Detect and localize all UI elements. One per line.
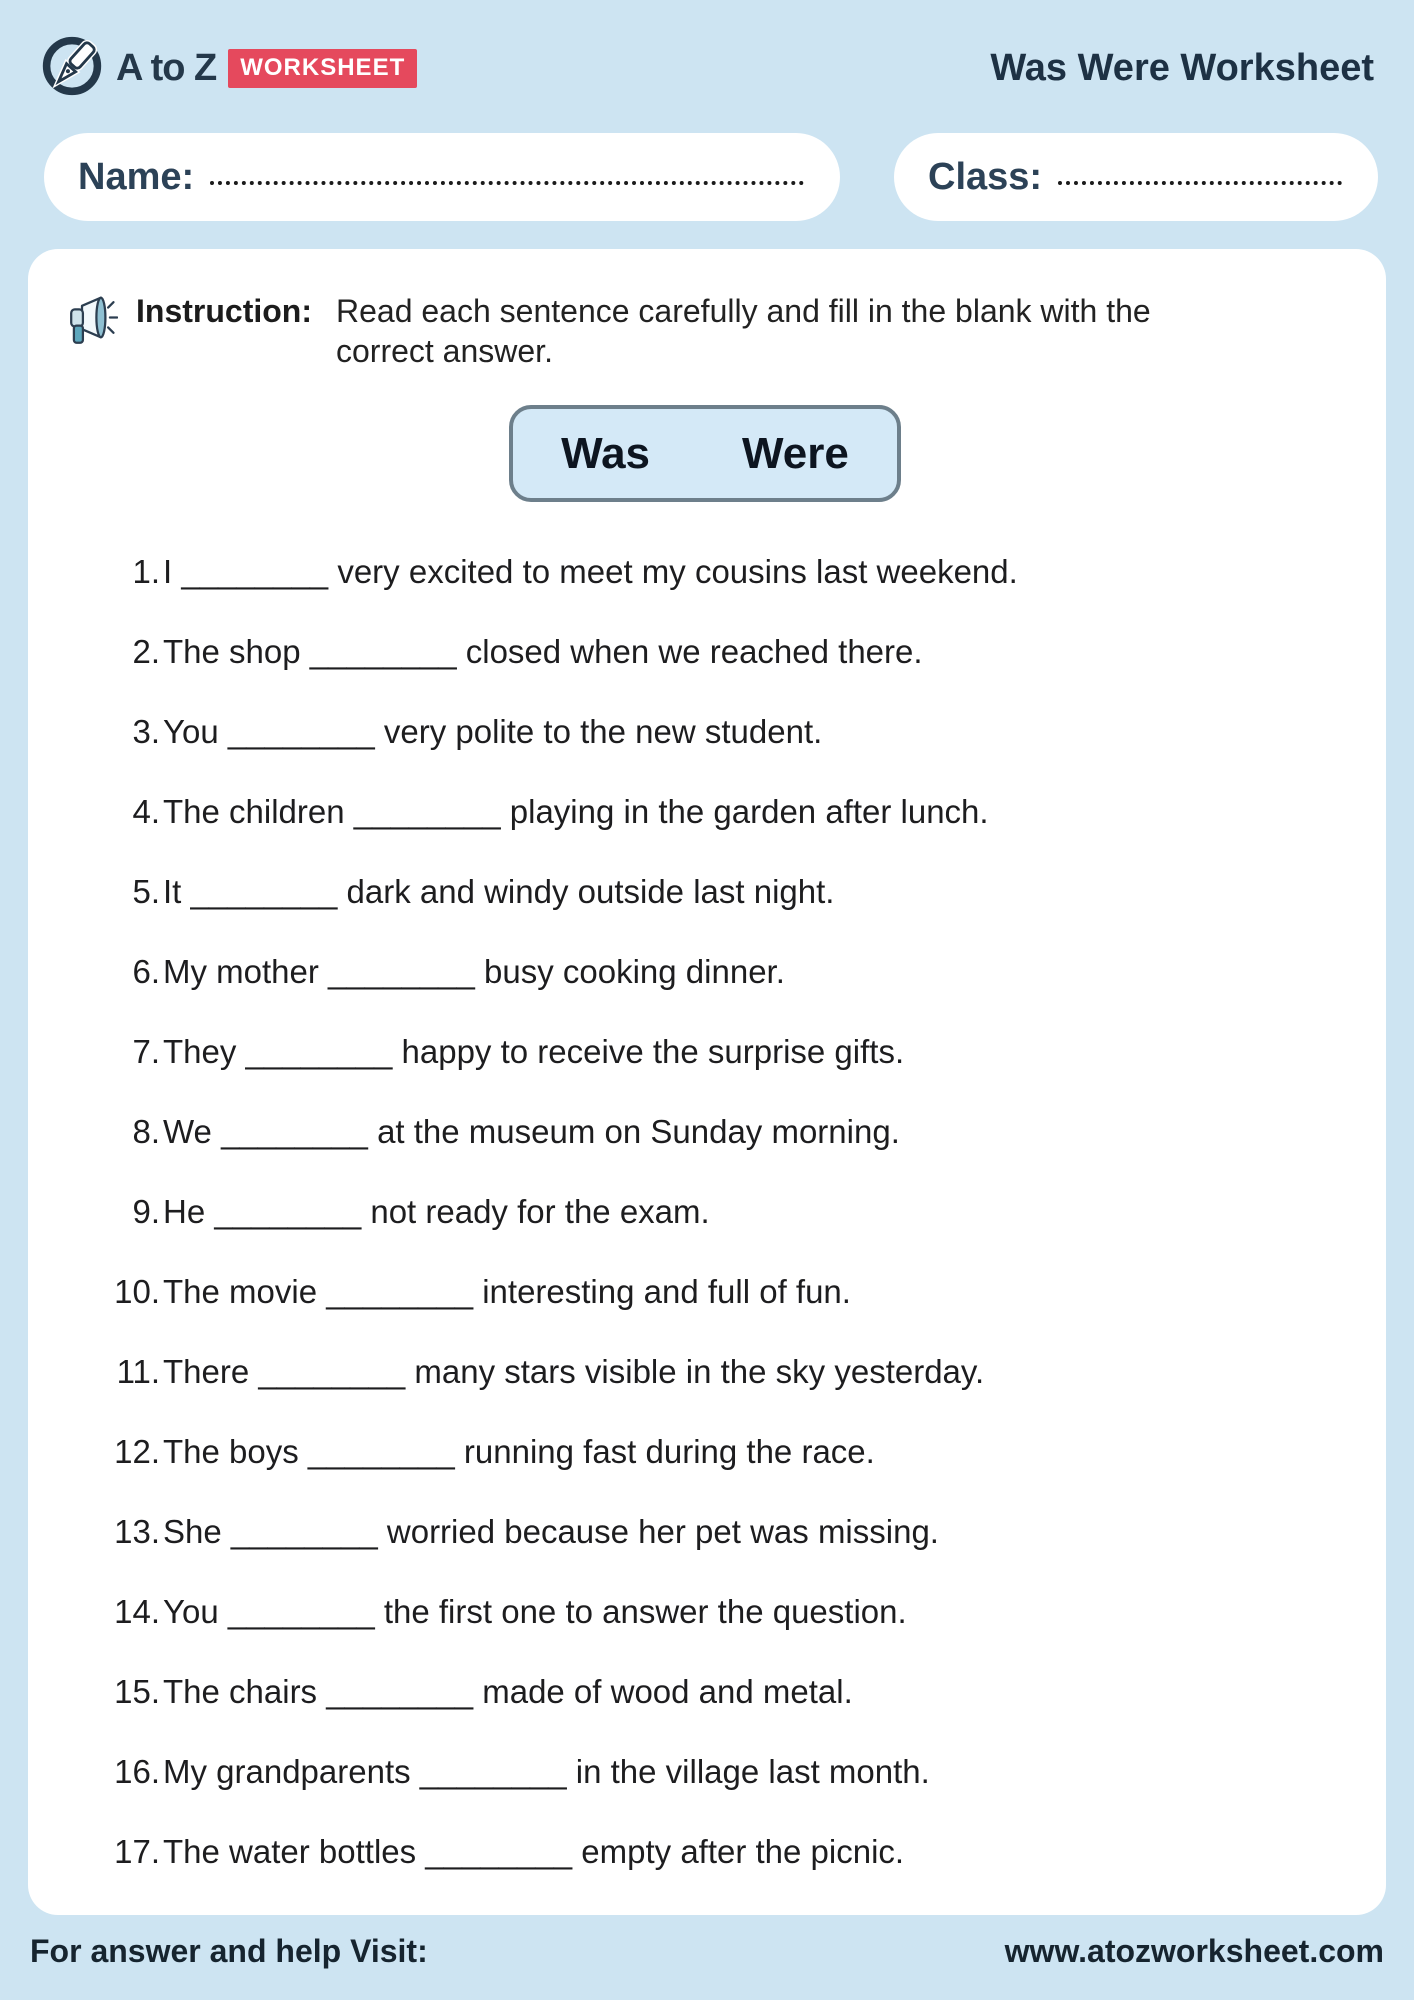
question-row <box>64 772 1346 852</box>
question-number: 11. <box>116 1353 160 1390</box>
question-number: 17. <box>114 1833 160 1870</box>
question-number: 5. <box>132 873 160 910</box>
question-number: 7. <box>132 1033 160 1070</box>
question-text: He ________ not ready for the exam. <box>163 1193 710 1230</box>
class-fill-line <box>1058 155 1342 185</box>
question-text: My grandparents ________ in the village last month. <box>163 1753 930 1790</box>
fields-row <box>44 133 1378 221</box>
question-text: It ________ dark and windy outside last night. <box>163 873 835 910</box>
question-row <box>64 932 1346 1012</box>
question-row <box>64 1412 1346 1492</box>
question-row <box>64 1652 1346 1732</box>
question-text: The movie ________ interesting and full of fun. <box>163 1273 851 1310</box>
name-fill-line <box>210 155 804 185</box>
question-number: 3. <box>132 713 160 750</box>
brand-logo <box>40 34 417 103</box>
question-number: 16. <box>114 1753 160 1790</box>
question-row <box>64 1492 1346 1572</box>
question-text: The children ________ playing in the garden after lunch. <box>163 793 989 830</box>
question-list <box>64 532 1346 1892</box>
question-number: 6. <box>132 953 160 990</box>
question-row <box>64 532 1346 612</box>
logo-badge: WORKSHEET <box>228 49 417 88</box>
name-field <box>44 133 840 221</box>
footer <box>30 1933 1384 1970</box>
question-number: 13. <box>114 1513 160 1550</box>
question-number: 9. <box>132 1193 160 1230</box>
instruction-line-1: Read each sentence carefully and fill in the blank with the <box>335 293 1151 329</box>
question-number: 12. <box>114 1433 160 1470</box>
question-row <box>64 1012 1346 1092</box>
question-text: The chairs ________ made of wood and metal. <box>163 1673 853 1710</box>
question-number: 15. <box>114 1673 160 1710</box>
question-text: We ________ at the museum on Sunday morning. <box>163 1113 900 1150</box>
question-row <box>64 1812 1346 1892</box>
question-row <box>64 692 1346 772</box>
class-label: Class: <box>928 155 1043 198</box>
question-number: 2. <box>132 633 160 670</box>
question-number: 4. <box>132 793 160 830</box>
word-option-were: Were <box>742 428 849 478</box>
word-option-was: Was <box>561 428 651 478</box>
page-title: Was Were Worksheet <box>990 47 1374 89</box>
instruction-block <box>64 291 1346 371</box>
question-number: 8. <box>132 1113 160 1150</box>
pen-circle-logo-icon <box>40 34 104 103</box>
worksheet-card <box>28 249 1386 1915</box>
question-text: The water bottles ________ empty after the picnic. <box>163 1833 905 1870</box>
class-field <box>894 133 1378 221</box>
question-text: The boys ________ running fast during the race. <box>163 1433 875 1470</box>
question-number: 10. <box>114 1273 160 1310</box>
question-number: 14. <box>114 1593 160 1630</box>
question-row <box>64 1732 1346 1812</box>
question-row <box>64 1332 1346 1412</box>
instruction-label: Instruction: <box>136 293 312 329</box>
question-row <box>64 1172 1346 1252</box>
megaphone-icon <box>64 293 118 356</box>
question-text: There ________ many stars visible in the sky yesterday. <box>163 1353 985 1390</box>
question-row <box>64 1572 1346 1652</box>
instruction-text <box>336 291 1151 371</box>
question-text: She ________ worried because her pet was missing. <box>163 1513 939 1550</box>
question-row <box>64 852 1346 932</box>
question-text: They ________ happy to receive the surprise gifts. <box>163 1033 905 1070</box>
footer-website-link[interactable]: www.atozworksheet.com <box>1004 1933 1384 1969</box>
question-row <box>64 612 1346 692</box>
question-row <box>64 1092 1346 1172</box>
question-row <box>64 1252 1346 1332</box>
question-text: I ________ very excited to meet my cousins last weekend. <box>163 553 1018 590</box>
logo-text: A to Z <box>116 47 217 89</box>
instruction-line-2: correct answer. <box>335 333 553 369</box>
question-text: The shop ________ closed when we reached there. <box>163 633 923 670</box>
question-text: My mother ________ busy cooking dinner. <box>163 953 785 990</box>
question-text: You ________ very polite to the new student. <box>163 713 823 750</box>
footer-help-text: For answer and help Visit: <box>30 1933 428 1969</box>
name-label: Name: <box>78 155 195 198</box>
question-text: You ________ the first one to answer the question. <box>163 1593 907 1630</box>
word-bank-box <box>509 405 901 502</box>
header <box>0 0 1414 103</box>
question-number: 1. <box>132 553 160 590</box>
